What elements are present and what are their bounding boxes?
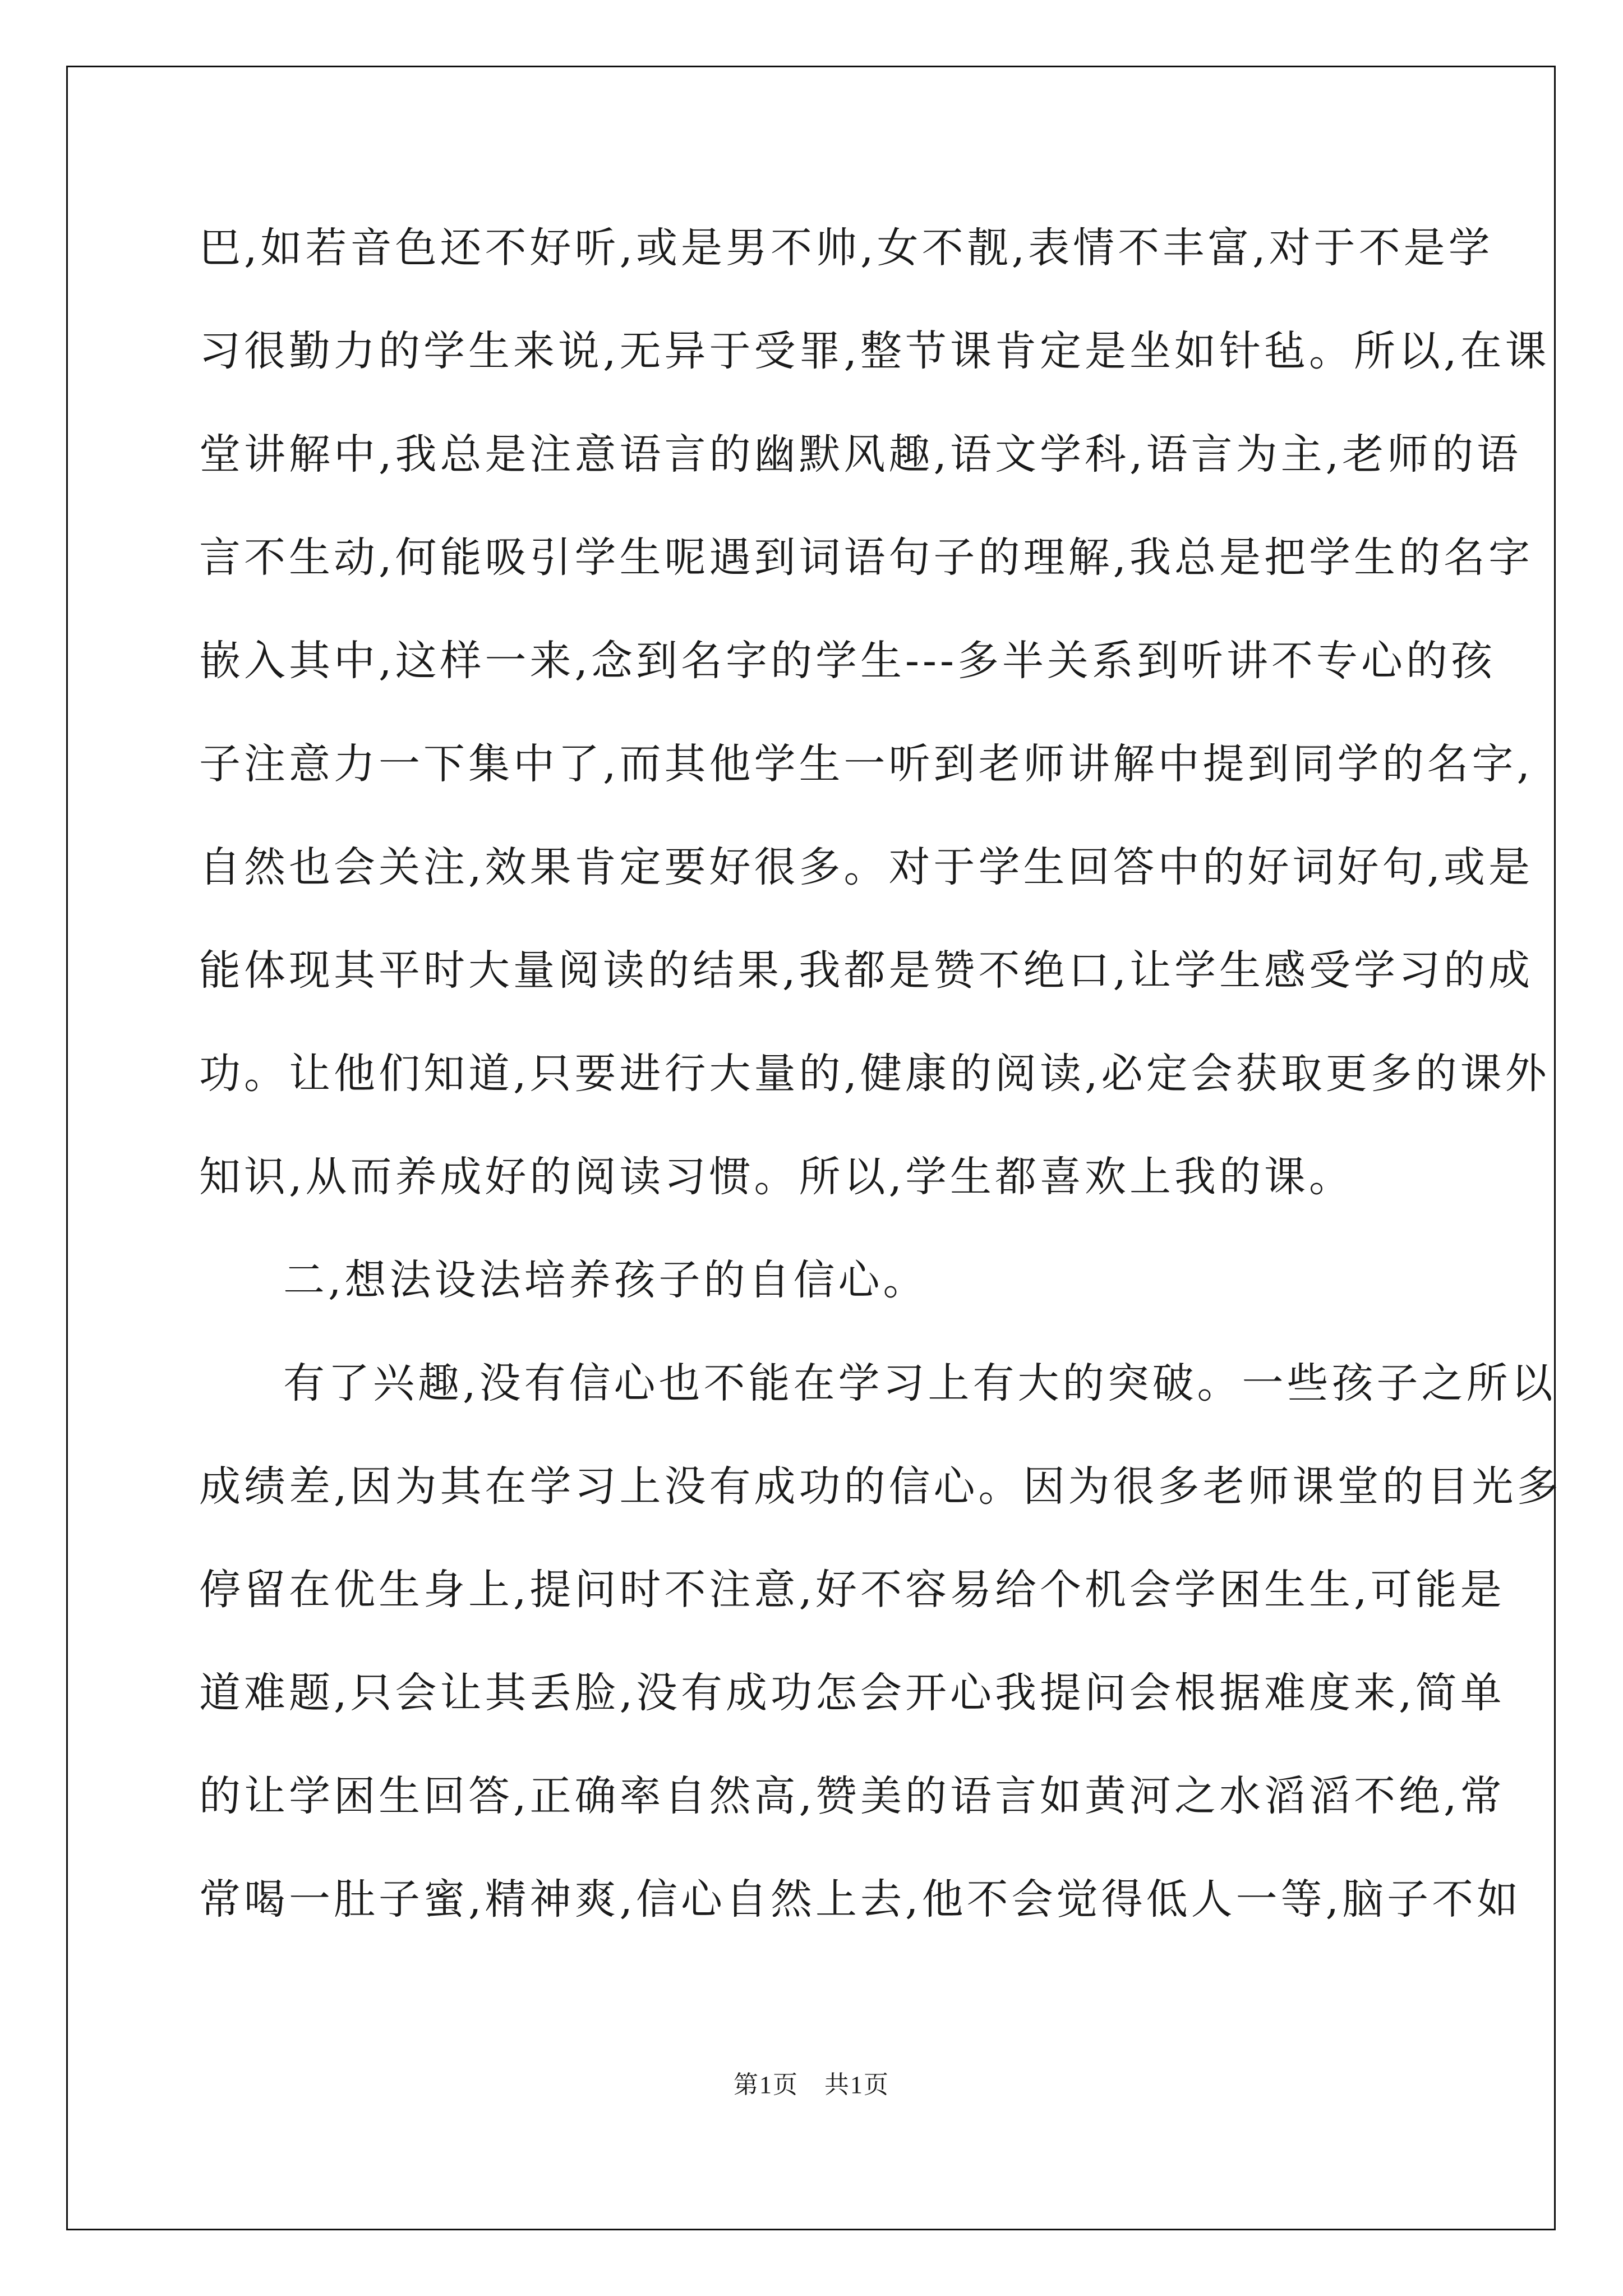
document-body (199, 196, 1562, 1951)
text-line-1: 巴,如若音色还不好听,或是男不帅,女不靓,表情不丰富,对于不是学 (199, 224, 1493, 272)
text-line-7: 自然也会关注,效果肯定要好很多。对于学生回答中的好词好句,或是 (199, 843, 1534, 891)
text-line-15: 道难题,只会让其丢脸,没有成功怎会开心我提问会根据难度来,简单 (199, 1669, 1505, 1717)
text-line-4: 言不生动,何能吸引学生呢遇到词语句子的理解,我总是把学生的名字 (199, 533, 1534, 582)
section-heading: 二,想法设法培养孩子的自信心。 (283, 1256, 928, 1304)
text-line-12: 有了兴趣,没有信心也不能在学习上有大的突破。一些孩子之所以 (283, 1359, 1556, 1407)
text-line-16: 的让学困生回答,正确率自然高,赞美的语言如黄河之水滔滔不绝,常 (199, 1772, 1505, 1820)
text-line-5: 嵌入其中,这样一来,念到名字的学生---多半关系到听讲不专心的孩 (199, 637, 1496, 685)
text-line-8: 能体现其平时大量阅读的结果,我都是赞不绝口,让学生感受学习的成 (199, 946, 1534, 995)
text-line-6: 子注意力一下集中了,而其他学生一听到老师讲解中提到同学的名字, (199, 740, 1534, 788)
page-footer: 第1页 共1页 (734, 2071, 889, 2099)
text-line-17: 常喝一肚子蜜,精神爽,信心自然上去,他不会觉得低人一等,脑子不如 (199, 1875, 1522, 1924)
text-line-9: 功。让他们知道,只要进行大量的,健康的阅读,必定会获取更多的课外 (199, 1050, 1550, 1098)
text-line-3: 堂讲解中,我总是注意语言的幽默风趣,语文学科,语言为主,老师的语 (199, 430, 1522, 478)
text-line-14: 停留在优生身上,提问时不注意,好不容易给个机会学困生生,可能是 (199, 1566, 1505, 1614)
text-line-10: 知识,从而养成好的阅读习惯。所以,学生都喜欢上我的课。 (199, 1153, 1354, 1201)
text-line-2: 习很勤力的学生来说,无异于受罪,整节课肯定是坐如针毡。所以,在课 (199, 327, 1550, 375)
text-line-13: 成绩差,因为其在学习上没有成功的信心。因为很多老师课堂的目光多 (199, 1462, 1562, 1511)
